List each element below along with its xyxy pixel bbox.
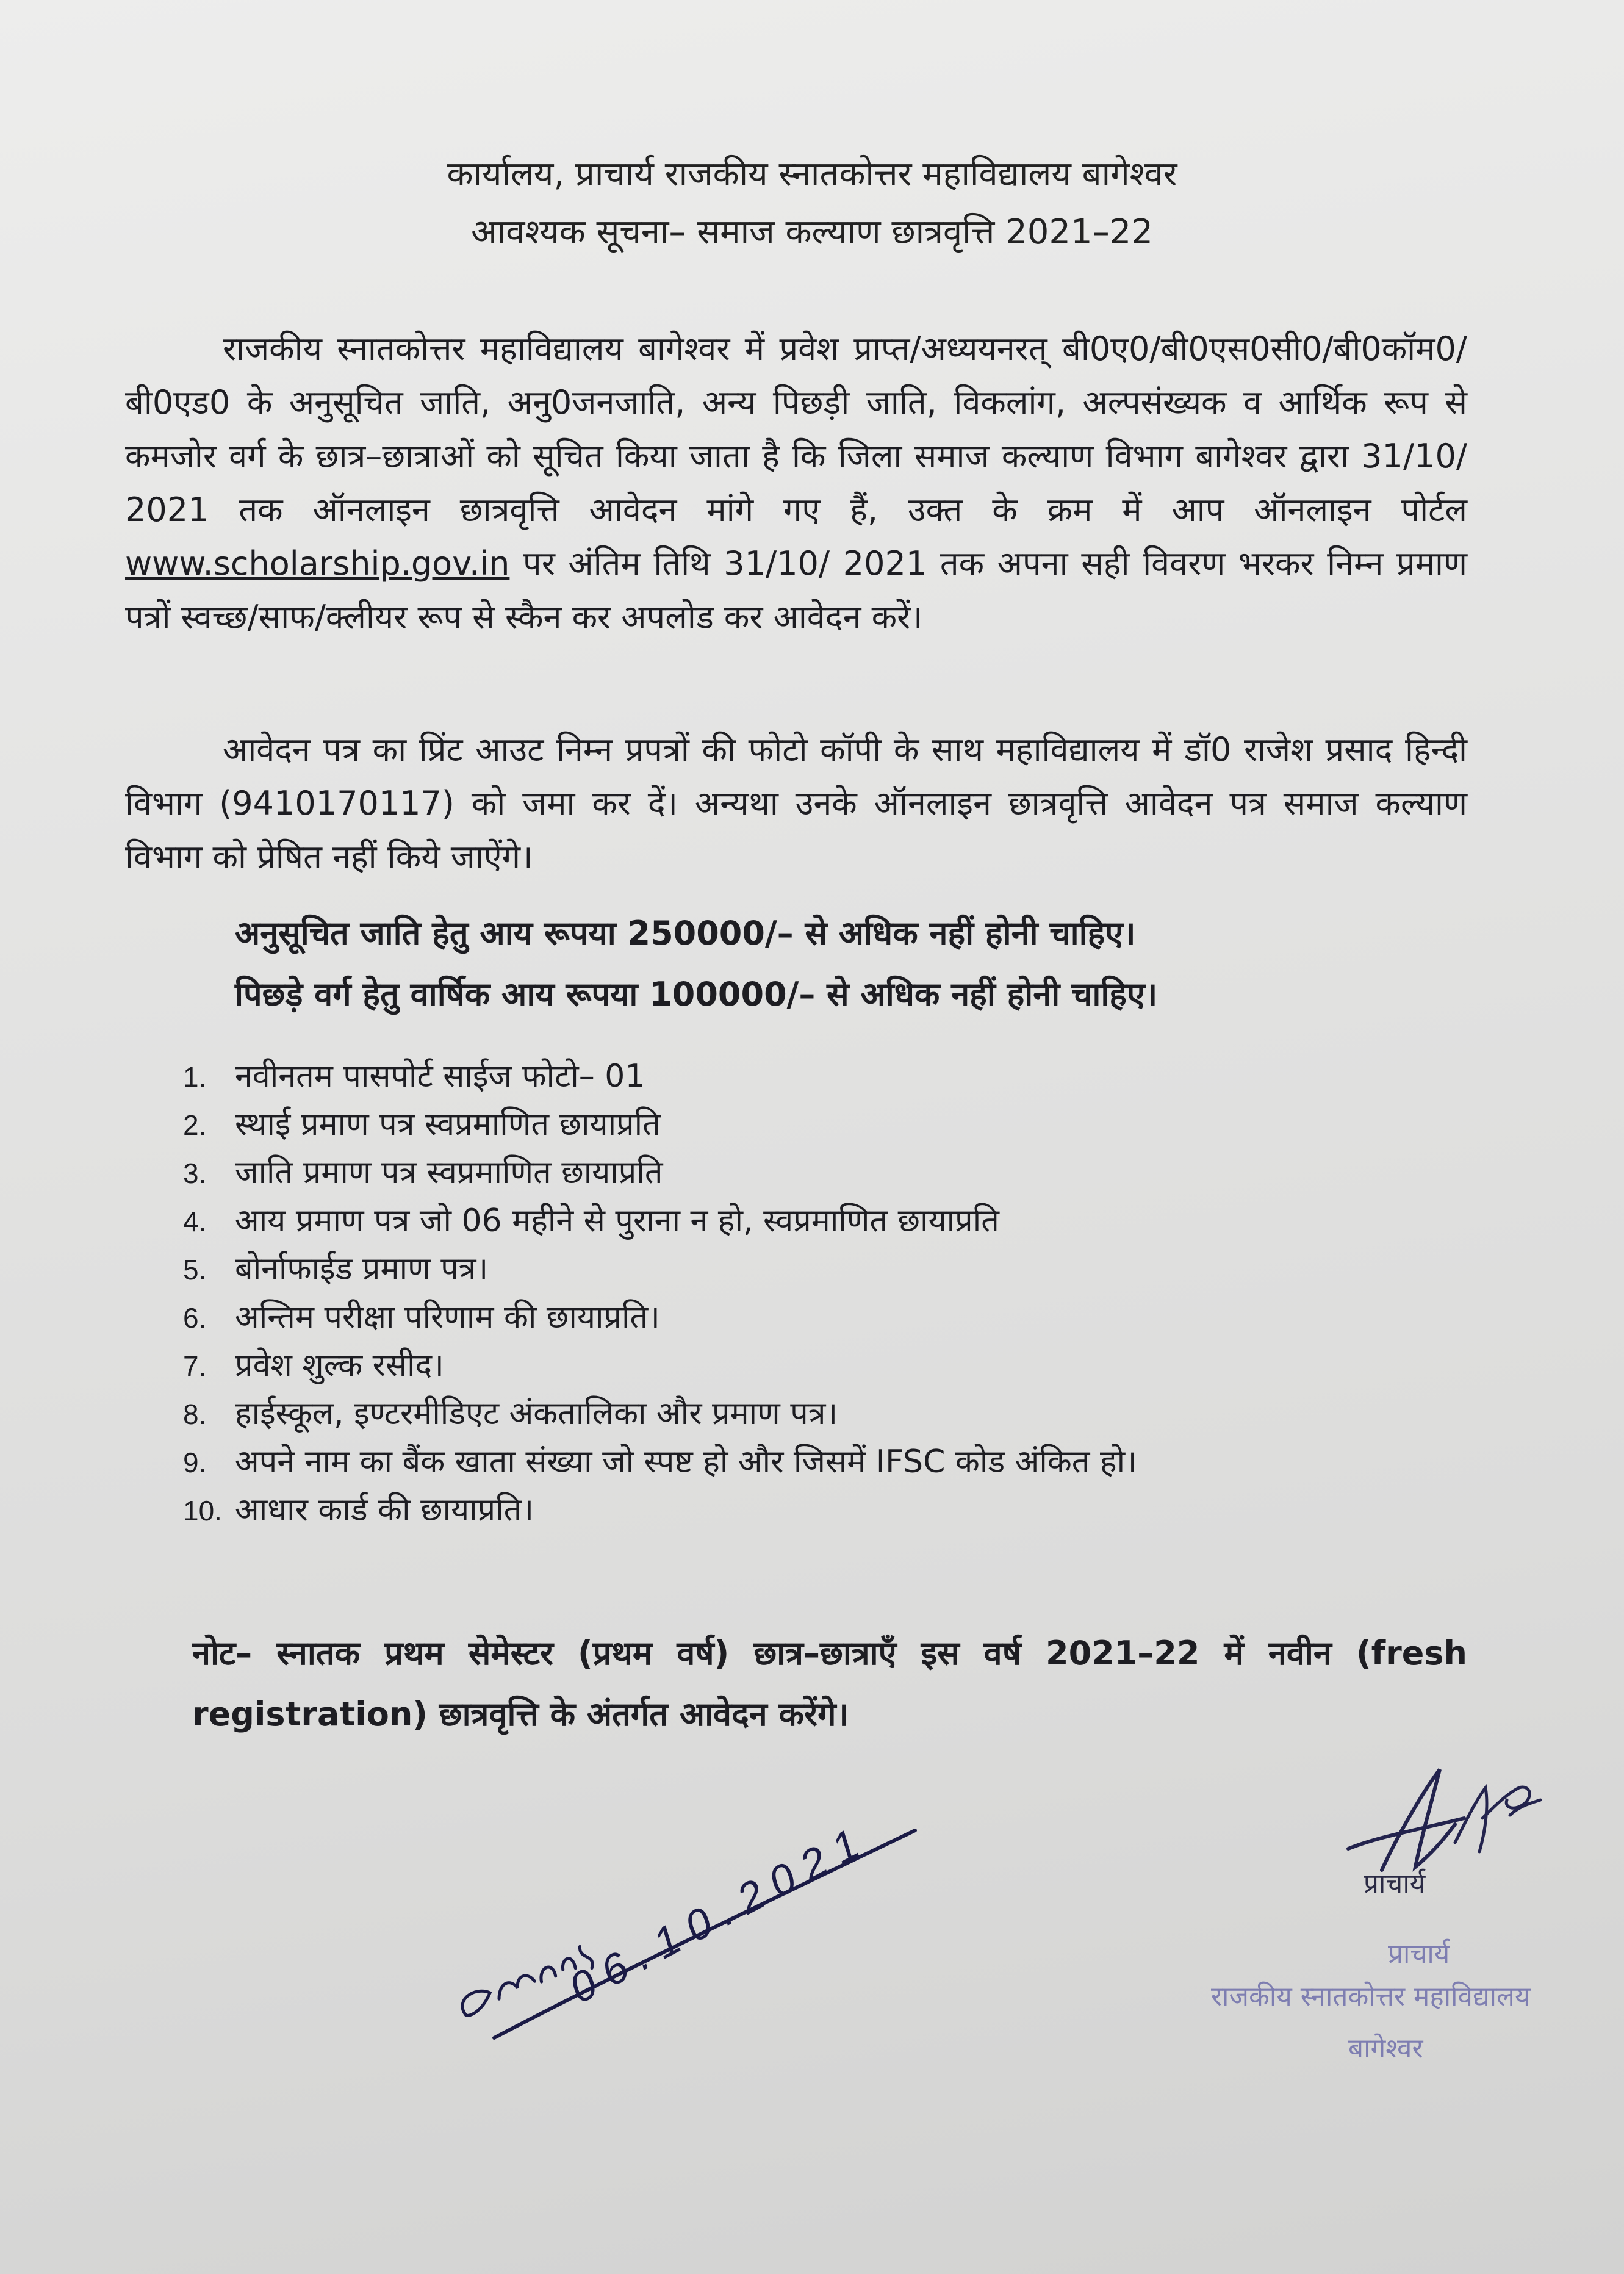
document-item [183, 1149, 1137, 1197]
principal-label: प्राचार्य [1364, 1868, 1426, 1899]
document-text: अपने नाम का बैंक खाता संख्या जो स्पष्ट हो और जिसमें IFSC कोड अंकित हो। [235, 1444, 1137, 1480]
note-paragraph [192, 1623, 1467, 1745]
document-number: 6. [183, 1302, 207, 1334]
document-text: जाति प्रमाण पत्र स्वप्रमाणित छायाप्रति [235, 1154, 663, 1191]
document-number: 2. [183, 1109, 207, 1141]
document-item [183, 1245, 1137, 1294]
principal-signature [1324, 1745, 1543, 1928]
svg-text:0 6 . 1 0 . 2 0 2 1: 0 6 . 1 0 . 2 0 2 1 [561, 1819, 867, 2013]
sc-income-limit: अनुसूचित जाति हेतु आय रूपया 250000/– से अधिक नहीं होनी चाहिए। [235, 914, 1136, 952]
document-number: 10. [183, 1495, 222, 1527]
document-number: 5. [183, 1254, 207, 1286]
note-text-end: छात्रवृत्ति के अंतर्गत आवेदन करेंगे। [428, 1695, 849, 1733]
document-item [183, 1101, 1137, 1149]
document-text: प्रवेश शुल्क रसीद। [235, 1347, 444, 1384]
fresh-registration-text: (fresh registration) [192, 1634, 1467, 1733]
notice-title: आवश्यक सूचना– समाज कल्याण छात्रवृत्ति 2021–22 [471, 212, 1153, 252]
document-item [183, 1486, 1137, 1535]
document-item [183, 1438, 1137, 1486]
note-text-start: नोट– स्नातक प्रथम सेमेस्टर (प्रथम वर्ष) छात्र–छात्राएँ इस वर्ष 2021–22 में नवीन [192, 1634, 1356, 1672]
received-mark [427, 1794, 976, 2074]
intro-paragraph [125, 322, 1467, 644]
intro-text-start: राजकीय स्नातकोत्तर महाविद्यालय बागेश्वर में प्रवेश प्राप्त/अध्ययनरत् बी0ए0/बी0एस0सी0/बी0कॉम0/बी0एड0 के अनुसूचित जाति, अनु0जनजाति, अन्य पिछड़ी जाति, विकलांग, अल्पसंख्यक व आर्थिक रूप से कमजोर वर्ग के छात्र–छात्राओं को सूचित किया जाता है कि जिला समाज कल्याण विभाग बागेश्वर द्वारा 31/10/ 2021 तक ऑनलाइन छात्रवृत्ति आवेदन मांगे गए हैं, उक्त के क्रम में आप ऑनलाइन पोर्टल [125, 329, 1467, 529]
submission-paragraph: आवेदन पत्र का प्रिंट आउट निम्न प्रपत्रों की फोटो कॉपी के साथ महाविद्यालय में डॉ0 राजेश प्रसाद हिन्दी विभाग (9410170117) को जमा कर दें। अन्यथा उनके ऑनलाइन छात्रवृत्ति आवेदन पत्र समाज कल्याण विभाग को प्रेषित नहीं किये जाऐंगे। [125, 730, 1467, 876]
document-text: अन्तिम परीक्षा परिणाम की छायाप्रति। [235, 1299, 660, 1336]
document-number: 9. [183, 1447, 207, 1478]
document-text: बोर्नाफाईड प्रमाण पत्र। [235, 1251, 489, 1287]
office-header: कार्यालय, प्राचार्य राजकीय स्नातकोत्तर महाविद्यालय बागेश्वर [447, 154, 1177, 194]
document-text: हाईस्कूल, इण्टरमीडिएट अंकतालिका और प्रमाण पत्र। [235, 1395, 838, 1432]
stamp-principal: प्राचार्य [1388, 1938, 1450, 1970]
scholarship-portal-link[interactable]: www.scholarship.gov.in [125, 544, 510, 583]
document-text: स्थाई प्रमाण पत्र स्वप्रमाणित छायाप्रति [235, 1106, 661, 1143]
document-item [183, 1294, 1137, 1342]
document-item [183, 1390, 1137, 1438]
document-number: 1. [183, 1061, 207, 1093]
document-number: 7. [183, 1350, 207, 1382]
required-documents-list [183, 1052, 1137, 1535]
document-item [183, 1052, 1137, 1101]
document-text: आय प्रमाण पत्र जो 06 महीने से पुराना न हो, स्वप्रमाणित छायाप्रति [235, 1203, 999, 1239]
document-number: 8. [183, 1398, 207, 1430]
document-text: आधार कार्ड की छायाप्रति। [235, 1492, 534, 1528]
document-number: 3. [183, 1157, 207, 1189]
obc-income-limit: पिछड़े वर्ग हेतु वार्षिक आय रूपया 100000/– से अधिक नहीं होनी चाहिए। [235, 975, 1158, 1013]
stamp-place: बागेश्वर [1348, 2033, 1423, 2064]
intro-text-end: पर अंतिम तिथि 31/10/ 2021 तक अपना सही विवरण भरकर निम्न प्रमाण पत्रों स्वच्छ/साफ/क्लीयर रूप से स्कैन कर अपलोड कर आवेदन करें। [125, 544, 1467, 636]
document-number: 4. [183, 1206, 207, 1237]
document-item [183, 1197, 1137, 1245]
document-item [183, 1342, 1137, 1390]
stamp-college-name: राजकीय स्नातकोत्तर महाविद्यालय [1211, 1981, 1531, 2012]
document-text: नवीनतम पासपोर्ट साईज फोटो– 01 [235, 1058, 645, 1095]
